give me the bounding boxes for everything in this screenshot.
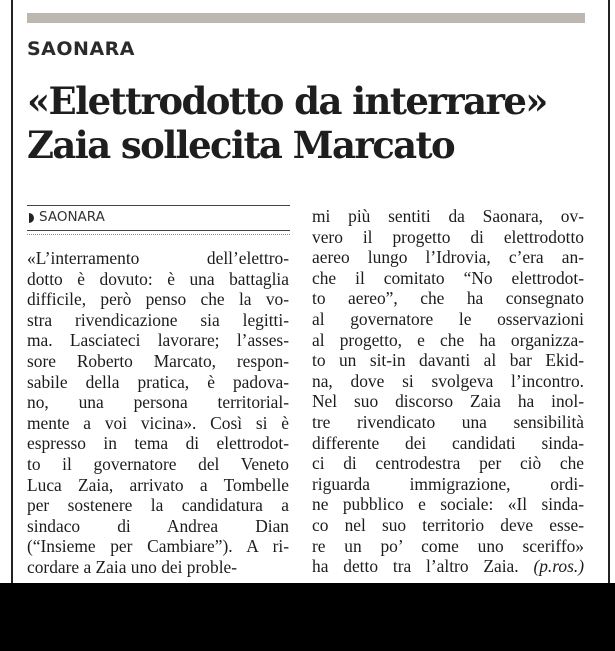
- article-line: mente a voi vicina». Così si è: [27, 412, 289, 433]
- article-line: sindaco di Andrea Dian: [27, 515, 289, 536]
- article-line: che il comitato “No elettrodot-: [312, 267, 584, 288]
- article-line: aereo lungo l’Idrovia, c’era an-: [312, 247, 584, 268]
- article-line: stra rivendicazione sia legitti-: [27, 309, 289, 330]
- left-column-rule: [11, 0, 13, 583]
- article-line: no, una persona territorial-: [27, 392, 289, 413]
- article-line: differente dei candidati sinda-: [312, 432, 584, 453]
- article-line: ne pubblico e sociale: «Il sinda-: [312, 494, 584, 515]
- article-line: Nel suo discorso Zaia ha inol-: [312, 391, 584, 412]
- right-column-rule: [608, 0, 610, 583]
- article-line: tre rivendicato una sensibilità: [312, 411, 584, 432]
- article-line: ha detto tra l’altro Zaia. (p.ros.): [312, 556, 584, 577]
- article-line: dotto è dovuto: è una battaglia: [27, 268, 289, 289]
- byline-bar: [27, 205, 290, 231]
- article-line: ma. Lasciateci lavorare; l’asses-: [27, 330, 289, 351]
- article-line: al governatore le osservazioni: [312, 308, 584, 329]
- article-line: Luca Zaia, arrivato a Tombelle: [27, 474, 289, 495]
- article-line: na, dove si svolgeva l’incontro.: [312, 370, 584, 391]
- article-line: al progetto, e che ha organizza-: [312, 329, 584, 350]
- headline-line-2: Zaia sollecita Marcato: [27, 123, 455, 167]
- article-line: re un po’ come uno sceriffo»: [312, 535, 584, 556]
- byline-dotted-rule: [27, 234, 290, 235]
- byline-location: SAONARA: [39, 209, 105, 225]
- article-line: co nel suo territorio deve esse-: [312, 514, 584, 535]
- section-kicker: SAONARA: [27, 38, 135, 60]
- article-line: riguarda immigrazione, ordi-: [312, 473, 584, 494]
- article-line: «L’interramento dell’elettro-: [27, 248, 289, 268]
- article-line: sabile della pratica, è padova-: [27, 371, 289, 392]
- article-line: to un sit-in davanti al bar Ekid-: [312, 350, 584, 371]
- article-line: ci di centrodestra per ciò che: [312, 453, 584, 474]
- article-line: cordare a Zaia uno dei proble-: [27, 556, 238, 577]
- article-column-right: [312, 206, 584, 577]
- article-line: per sostenere la candidatura a: [27, 495, 289, 516]
- author-signature: (p.ros.): [518, 556, 584, 577]
- article-line: vero il progetto di elettrodotto: [312, 226, 584, 247]
- byline-marker-icon: [29, 213, 34, 223]
- headline-line-1: «Elettrodotto da interrare»: [27, 79, 547, 123]
- section-header-band: [27, 13, 585, 23]
- article-line: (“Insieme per Cambiare”). A ri-: [27, 536, 289, 557]
- article-line: to aereo”, che ha consegnato: [312, 288, 584, 309]
- article-line: sore Roberto Marcato, respon-: [27, 350, 289, 371]
- headline: [27, 79, 597, 167]
- article-line: difficile, però penso che la vo-: [27, 289, 289, 310]
- article-line: mi più sentiti da Saonara, ov-: [312, 206, 584, 226]
- article-column-left: [27, 248, 289, 578]
- article-line: to il governatore del Veneto: [27, 453, 289, 474]
- article-line: espresso in tema di elettrodot-: [27, 433, 289, 454]
